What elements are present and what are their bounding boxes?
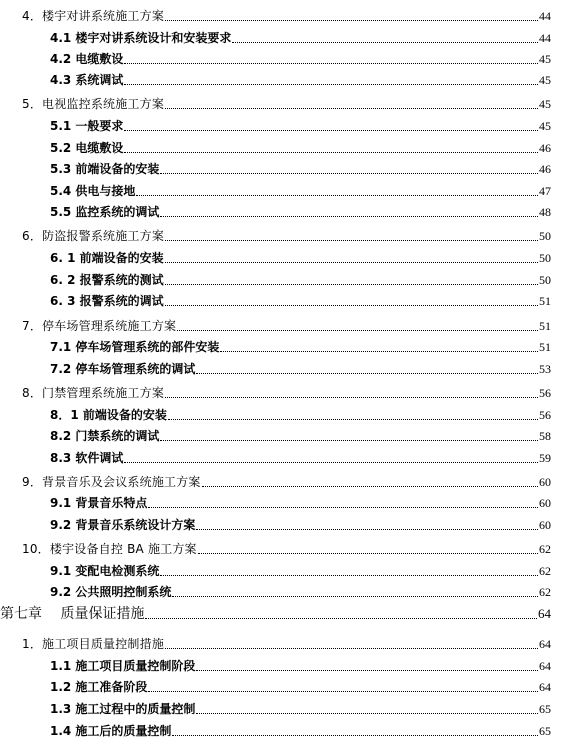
dot-leader	[196, 713, 538, 714]
toc-page-number: 50	[539, 251, 551, 265]
dot-leader	[124, 130, 538, 131]
toc-section-entry[interactable]	[22, 316, 551, 334]
toc-chapter-entry[interactable]	[0, 604, 551, 622]
toc-section-entry[interactable]	[22, 226, 551, 244]
toc-subsection-entry[interactable]	[50, 721, 551, 739]
toc-page-number: 60	[539, 518, 551, 532]
toc-entry-title: 6．防盗报警系统施工方案	[22, 229, 165, 243]
toc-page-number: 51	[539, 294, 551, 308]
dot-leader	[168, 419, 538, 420]
toc-subsection-entry[interactable]	[50, 426, 551, 444]
toc-section-entry[interactable]	[22, 634, 551, 652]
toc-entry-title: 10．楼宇设备自控 BA 施工方案	[22, 542, 197, 556]
toc-entry-title: 8．1 前端设备的安装	[50, 408, 167, 422]
toc-entry-title: 1．施工项目质量控制措施	[22, 637, 165, 651]
toc-subsection-entry[interactable]	[50, 248, 551, 266]
toc-subsection-entry[interactable]	[50, 582, 551, 600]
toc-entry-title: 5.1 一般要求	[50, 119, 124, 133]
toc-entry-title: 9.1 背景音乐特点	[50, 496, 148, 510]
toc-entry-title: 1.3 施工过程中的质量控制	[50, 702, 196, 716]
toc-subsection-entry[interactable]	[50, 493, 551, 511]
dot-leader	[165, 284, 538, 285]
toc-subsection-entry[interactable]	[50, 656, 551, 674]
toc-entry-title: 4.2 电缆敷设	[50, 52, 124, 66]
toc-page-number: 60	[539, 475, 551, 489]
toc-entry-title: 6. 3 报警系统的调试	[50, 294, 164, 308]
toc-entry-title: 9.2 背景音乐系统设计方案	[50, 518, 196, 532]
toc-page-number: 50	[539, 229, 551, 243]
toc-subsection-entry[interactable]	[50, 291, 551, 309]
toc-entry-title: 4．楼宇对讲系统施工方案	[22, 9, 165, 23]
dot-leader	[136, 195, 538, 196]
toc-page-number: 64	[538, 606, 551, 621]
toc-page-number: 51	[539, 319, 551, 333]
toc-entry-title: 5.2 电缆敷设	[50, 141, 124, 155]
toc-entry-title: 7．停车场管理系统施工方案	[22, 319, 177, 333]
toc-page-number: 45	[539, 97, 551, 111]
toc-subsection-entry[interactable]	[50, 138, 551, 156]
toc-page-number: 60	[539, 496, 551, 510]
toc-entry-title: 7.2 停车场管理系统的调试	[50, 362, 196, 376]
toc-section-entry[interactable]	[22, 472, 551, 490]
toc-page-number: 46	[539, 162, 551, 176]
toc-section-entry[interactable]	[22, 539, 551, 557]
toc-section-entry[interactable]	[22, 6, 551, 24]
toc-subsection-entry[interactable]	[50, 677, 551, 695]
dot-leader	[172, 596, 538, 597]
dot-leader	[124, 84, 538, 85]
dot-leader	[165, 262, 538, 263]
dot-leader	[165, 305, 538, 306]
toc-section-entry[interactable]	[22, 383, 551, 401]
toc-page-number: 51	[539, 340, 551, 354]
toc-page-number: 47	[539, 184, 551, 198]
toc-page-number: 53	[539, 362, 551, 376]
toc-entry-title: 4.1 楼宇对讲系统设计和安装要求	[50, 31, 232, 45]
toc-page-number: 44	[539, 31, 551, 45]
dot-leader	[124, 152, 538, 153]
toc-subsection-entry[interactable]	[50, 561, 551, 579]
dot-leader	[165, 108, 538, 109]
toc-page-number: 50	[539, 273, 551, 287]
toc-entry-title: 6. 2 报警系统的测试	[50, 273, 164, 287]
toc-entry-title: 5.4 供电与接地	[50, 184, 136, 198]
dot-leader	[196, 670, 538, 671]
toc-page-number: 59	[539, 451, 551, 465]
dot-leader	[196, 373, 538, 374]
dot-leader	[145, 618, 537, 619]
toc-page-number: 62	[539, 564, 551, 578]
dot-leader	[177, 330, 538, 331]
dot-leader	[172, 735, 538, 736]
toc-page-number: 46	[539, 141, 551, 155]
toc-page-number: 45	[539, 73, 551, 87]
toc-entry-title: 1.1 施工项目质量控制阶段	[50, 659, 196, 673]
toc-entry-title: 9.2 公共照明控制系统	[50, 585, 172, 599]
toc-page-number: 56	[539, 386, 551, 400]
dot-leader	[165, 240, 538, 241]
dot-leader	[160, 216, 538, 217]
dot-leader	[165, 397, 538, 398]
toc-page-number: 65	[539, 724, 551, 738]
toc-page-number: 56	[539, 408, 551, 422]
toc-page-number: 62	[539, 585, 551, 599]
dot-leader	[148, 507, 538, 508]
toc-entry-title: 8.2 门禁系统的调试	[50, 429, 160, 443]
toc-subsection-entry[interactable]	[50, 181, 551, 199]
toc-entry-title: 5.5 监控系统的调试	[50, 205, 160, 219]
dot-leader	[220, 351, 538, 352]
dot-leader	[165, 648, 538, 649]
toc-page-number: 45	[539, 52, 551, 66]
toc-page-number: 64	[539, 637, 551, 651]
toc-entry-title: 5.3 前端设备的安装	[50, 162, 160, 176]
toc-subsection-entry[interactable]	[50, 515, 551, 533]
toc-subsection-entry[interactable]	[50, 448, 551, 466]
dot-leader	[165, 20, 538, 21]
toc-entry-title: 7.1 停车场管理系统的部件安装	[50, 340, 220, 354]
toc-subsection-entry[interactable]	[50, 405, 551, 423]
toc-page-number: 58	[539, 429, 551, 443]
toc-entry-title: 1.2 施工准备阶段	[50, 680, 148, 694]
toc-subsection-entry[interactable]	[50, 699, 551, 717]
toc-subsection-entry[interactable]	[50, 359, 551, 377]
dot-leader	[124, 63, 538, 64]
toc-subsection-entry[interactable]	[50, 28, 551, 46]
toc-entry-title: 9．背景音乐及会议系统施工方案	[22, 475, 201, 489]
dot-leader	[198, 553, 538, 554]
dot-leader	[124, 462, 538, 463]
toc-entry-title: 第七章 质量保证措施	[0, 606, 145, 622]
toc-entry-title: 6. 1 前端设备的安装	[50, 251, 164, 265]
toc-subsection-entry[interactable]	[50, 270, 551, 288]
toc-subsection-entry[interactable]	[50, 49, 551, 67]
toc-subsection-entry[interactable]	[50, 159, 551, 177]
toc-section-entry[interactable]	[22, 94, 551, 112]
toc-page-number: 64	[539, 659, 551, 673]
dot-leader	[202, 486, 538, 487]
dot-leader	[148, 691, 538, 692]
dot-leader	[160, 575, 538, 576]
toc-entry-title: 5．电视监控系统施工方案	[22, 97, 165, 111]
toc-entry-title: 9.1 变配电检测系统	[50, 564, 160, 578]
toc-entry-title: 1.4 施工后的质量控制	[50, 724, 172, 738]
toc-page-number: 64	[539, 680, 551, 694]
toc-subsection-entry[interactable]	[50, 337, 551, 355]
dot-leader	[160, 440, 538, 441]
toc-entry-title: 8.3 软件调试	[50, 451, 124, 465]
toc-subsection-entry[interactable]	[50, 70, 551, 88]
toc-page-number: 44	[539, 9, 551, 23]
dot-leader	[196, 529, 538, 530]
toc-subsection-entry[interactable]	[50, 202, 551, 220]
dot-leader	[232, 42, 538, 43]
toc-entry-title: 8．门禁管理系统施工方案	[22, 386, 165, 400]
toc-page-number: 65	[539, 702, 551, 716]
toc-page-number: 48	[539, 205, 551, 219]
toc-page-number: 45	[539, 119, 551, 133]
dot-leader	[160, 173, 538, 174]
toc-entry-title: 4.3 系统调试	[50, 73, 124, 87]
toc-subsection-entry[interactable]	[50, 116, 551, 134]
toc-page-number: 62	[539, 542, 551, 556]
